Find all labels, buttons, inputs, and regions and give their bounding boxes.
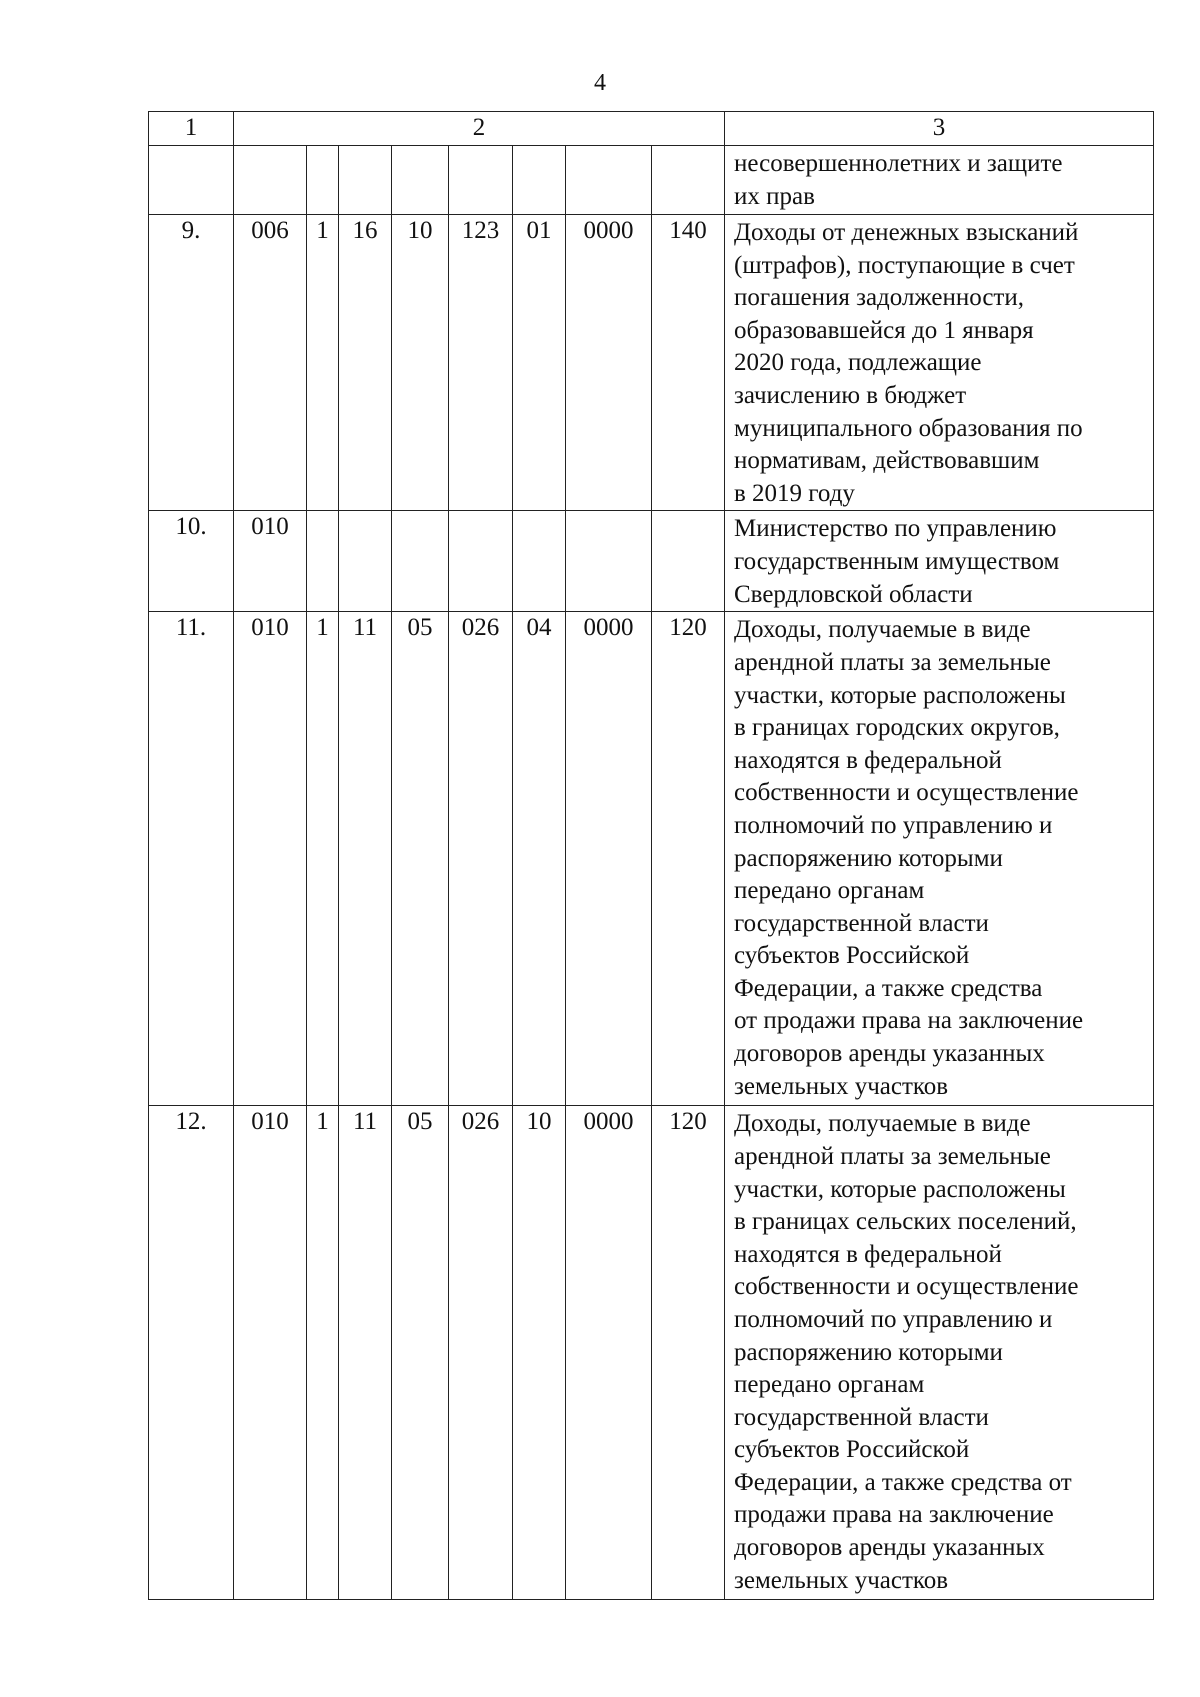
description-line: Свердловской области bbox=[734, 580, 973, 608]
description-line: государственной власти bbox=[734, 909, 989, 937]
code-subarticle: 026 bbox=[449, 1106, 513, 1600]
code-subgroup: 16 bbox=[339, 215, 392, 511]
header-col-1: 1 bbox=[149, 112, 234, 146]
table-row bbox=[149, 612, 1154, 1106]
description-line: находятся в федеральной bbox=[734, 1240, 1002, 1268]
description-cell bbox=[725, 612, 1154, 1106]
description-line: передано органам bbox=[734, 877, 925, 905]
description-line: погашения задолженности, bbox=[734, 284, 1024, 312]
table-header-row bbox=[149, 112, 1154, 146]
table-row-continuation bbox=[149, 146, 1154, 215]
table-row bbox=[149, 1106, 1154, 1600]
code-group: 1 bbox=[307, 1106, 339, 1600]
description-line: государственным имуществом bbox=[734, 547, 1060, 575]
description-line: распоряжению которыми bbox=[734, 844, 1003, 872]
code-article: 05 bbox=[392, 612, 449, 1106]
code-economic: 140 bbox=[652, 215, 725, 511]
description-line: договоров аренды указанных bbox=[734, 1040, 1045, 1068]
description-line: арендной платы за земельные bbox=[734, 648, 1051, 676]
description-line: земельных участков bbox=[734, 1566, 949, 1594]
description-line: Доходы, получаемые в виде bbox=[734, 616, 1031, 644]
code-admin: 006 bbox=[234, 215, 307, 511]
header-col-3: 3 bbox=[725, 112, 1154, 146]
description-cell bbox=[725, 1106, 1154, 1600]
description-line: распоряжению которыми bbox=[734, 1338, 1003, 1366]
description-line: находятся в федеральной bbox=[734, 746, 1002, 774]
description-line: Министерство по управлению bbox=[734, 515, 1057, 543]
code-group bbox=[307, 511, 339, 612]
description-line: арендной платы за земельные bbox=[734, 1142, 1051, 1170]
code-program: 0000 bbox=[566, 612, 652, 1106]
description-line: нормативам, действовавшим bbox=[734, 447, 1040, 475]
code-element: 01 bbox=[513, 215, 566, 511]
description-line: Доходы, получаемые в виде bbox=[734, 1110, 1031, 1138]
code-article bbox=[392, 511, 449, 612]
description-line: передано органам bbox=[734, 1371, 925, 1399]
code-group: 1 bbox=[307, 215, 339, 511]
code-article: 05 bbox=[392, 1106, 449, 1600]
description-line: в границах городских округов, bbox=[734, 714, 1060, 742]
description-line: несовершеннолетних и защите bbox=[734, 150, 1063, 177]
description-line: образовавшейся до 1 января bbox=[734, 316, 1034, 344]
description-cell bbox=[725, 511, 1154, 612]
code-subgroup: 11 bbox=[339, 1106, 392, 1600]
description-line: 2020 года, подлежащие bbox=[734, 349, 982, 377]
code-economic: 120 bbox=[652, 1106, 725, 1600]
description-line: (штрафов), поступающие в счет bbox=[734, 251, 1075, 279]
code-admin: 010 bbox=[234, 511, 307, 612]
code-group: 1 bbox=[307, 612, 339, 1106]
description-line: государственной власти bbox=[734, 1403, 989, 1431]
code-subarticle bbox=[449, 511, 513, 612]
code-subarticle: 026 bbox=[449, 612, 513, 1106]
page-number: 4 bbox=[594, 70, 606, 96]
description-cell bbox=[725, 215, 1154, 511]
code-element: 04 bbox=[513, 612, 566, 1106]
description-line: участки, которые расположены bbox=[734, 681, 1066, 709]
description-line: собственности и осуществление bbox=[734, 779, 1079, 807]
revenue-codes-table bbox=[148, 111, 1154, 1600]
description-line: Доходы от денежных взысканий bbox=[734, 219, 1079, 246]
description-line: их прав bbox=[734, 182, 815, 210]
row-number: 9. bbox=[149, 215, 234, 511]
code-subgroup: 11 bbox=[339, 612, 392, 1106]
row-number: 11. bbox=[149, 612, 234, 1106]
description-line: полномочий по управлению и bbox=[734, 811, 1053, 839]
description-line: муниципального образования по bbox=[734, 414, 1083, 442]
code-element: 10 bbox=[513, 1106, 566, 1600]
code-economic bbox=[652, 511, 725, 612]
code-article: 10 bbox=[392, 215, 449, 511]
header-col-2: 2 bbox=[234, 112, 725, 146]
description-line: продажи права на заключение bbox=[734, 1501, 1054, 1529]
description-line: зачислению в бюджет bbox=[734, 381, 967, 409]
description-line: земельных участков bbox=[734, 1072, 949, 1100]
row-number: 10. bbox=[149, 511, 234, 612]
code-admin: 010 bbox=[234, 1106, 307, 1600]
code-program bbox=[566, 511, 652, 612]
description-line: полномочий по управлению и bbox=[734, 1305, 1053, 1333]
code-admin: 010 bbox=[234, 612, 307, 1106]
code-program: 0000 bbox=[566, 215, 652, 511]
description-line: в 2019 году bbox=[734, 479, 855, 507]
description-line: субъектов Российской bbox=[734, 1436, 970, 1464]
description-line: участки, которые расположены bbox=[734, 1175, 1066, 1203]
description-cell bbox=[725, 146, 1154, 215]
code-element bbox=[513, 511, 566, 612]
code-subarticle: 123 bbox=[449, 215, 513, 511]
code-program: 0000 bbox=[566, 1106, 652, 1600]
description-line: Федерации, а также средства от bbox=[734, 1468, 1072, 1496]
code-subgroup bbox=[339, 511, 392, 612]
description-line: Федерации, а также средства bbox=[734, 974, 1043, 1002]
code-economic: 120 bbox=[652, 612, 725, 1106]
table-row bbox=[149, 215, 1154, 511]
description-line: субъектов Российской bbox=[734, 942, 970, 970]
table-row bbox=[149, 511, 1154, 612]
description-line: в границах сельских поселений, bbox=[734, 1208, 1077, 1236]
description-line: от продажи права на заключение bbox=[734, 1007, 1084, 1035]
description-line: договоров аренды указанных bbox=[734, 1534, 1045, 1562]
row-number: 12. bbox=[149, 1106, 234, 1600]
description-line: собственности и осуществление bbox=[734, 1273, 1079, 1301]
